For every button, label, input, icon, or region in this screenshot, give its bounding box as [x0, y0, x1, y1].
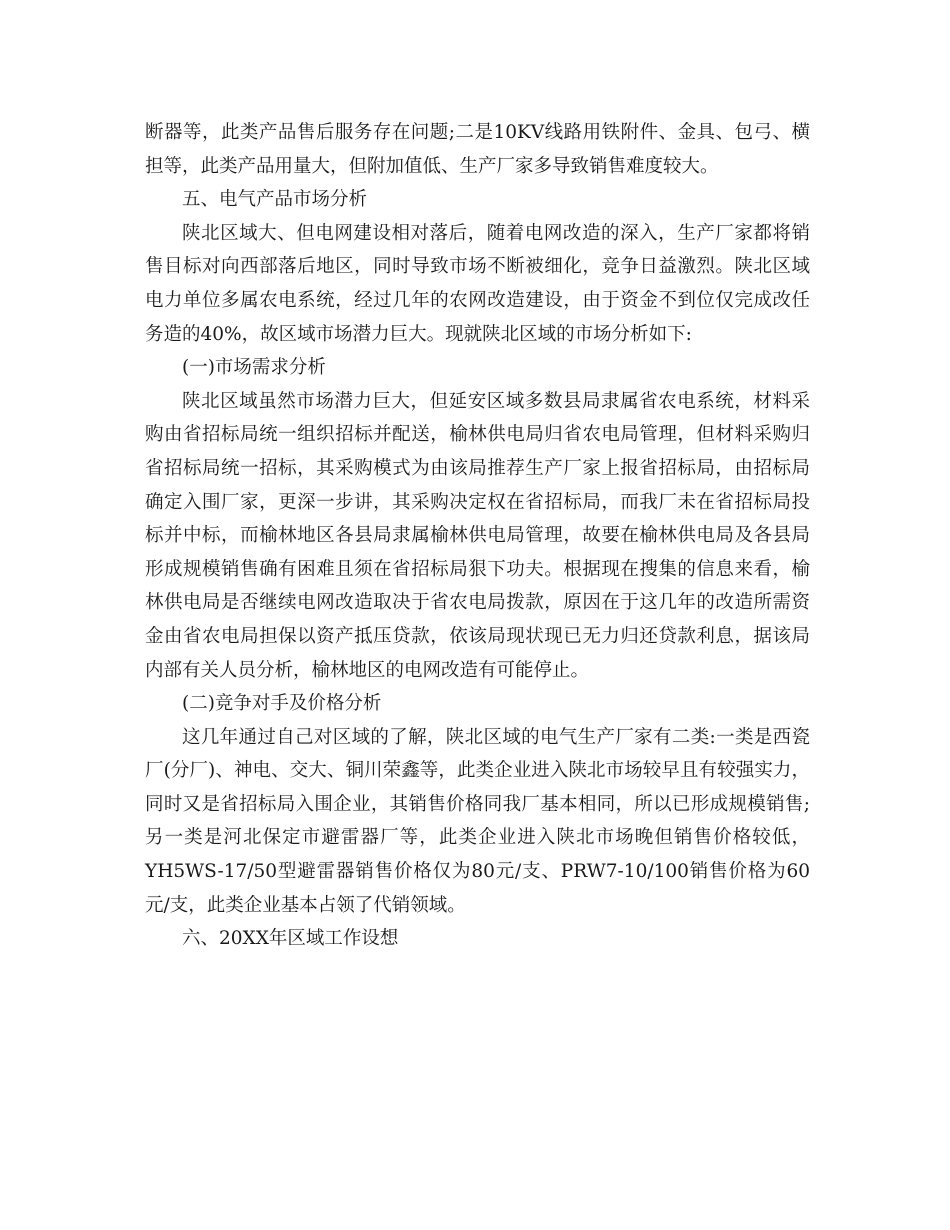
subsection-heading-demand: (一)市场需求分析	[182, 357, 326, 379]
section-heading-5: 五、电气产品市场分析	[182, 189, 368, 211]
subsection-heading-competition: (二)竞争对手及价格分析	[182, 693, 382, 715]
paragraph-market-overview: 陕北区域大、但电网建设相对落后，随着电网改造的深入，生产厂家都将销售目标对向西部落后地区，同时导致市场不断被细化，竞争日益激烈。陕北区域电力单位多属农电系统，经过几年的农网改造建设，由于资金不到位仅完成改任务造的40%，故区域市场潜力巨大。现就陕北区域的市场分析如下:	[145, 222, 810, 345]
paragraph-continuation: 断器等，此类产品售后服务存在问题;二是10KV线路用铁附件、金具、包弓、横担等，此类产品用量大，但附加值低、生产厂家多导致销售难度较大。	[145, 122, 810, 177]
paragraph-demand-analysis: 陕北区域虽然市场潜力巨大，但延安区域多数县局隶属省农电系统，材料采购由省招标局统一组织招标并配送，榆林供电局归省农电局管理，但材料采购归省招标局统一招标，其采购模式为由该局推荐生产厂家上报省招标局，由招标局确定入围厂家，更深一步讲，其采购决定权在省招标局，而我厂未在省招标局投标并中标，而榆林地区各县局隶属榆林供电局管理，故要在榆林供电局及各县局形成规模销售确有困难且须在省招标局狠下功夫。根据现在搜集的信息来看，榆林供电局是否继续电网改造取决于省农电局拨款，原因在于这几年的改造所需资金由省农电局担保以资产抵压贷款，依该局现状现已无力归还贷款利息，据该局内部有关人员分析，榆林地区的电网改造有可能停止。	[145, 390, 810, 681]
document-body	[145, 116, 810, 956]
section-heading-6: 六、20XX年区域工作设想	[182, 928, 399, 950]
paragraph-competition-analysis: 这几年通过自己对区域的了解，陕北区域的电气生产厂家有二类:一类是西瓷厂(分厂)、神电、交大、铜川荣鑫等，此类企业进入陕北市场较早且有较强实力，同时又是省招标局入围企业，其销售价格同我厂基本相同，所以已形成规模销售;另一类是河北保定市避雷器厂等，此类企业进入陕北市场晚但销售价格较低，YH5WS-17/50型避雷器销售价格仅为80元/支、PRW7-10/100销售价格为60元/支，此类企业基本占领了代销领域。	[145, 726, 810, 916]
